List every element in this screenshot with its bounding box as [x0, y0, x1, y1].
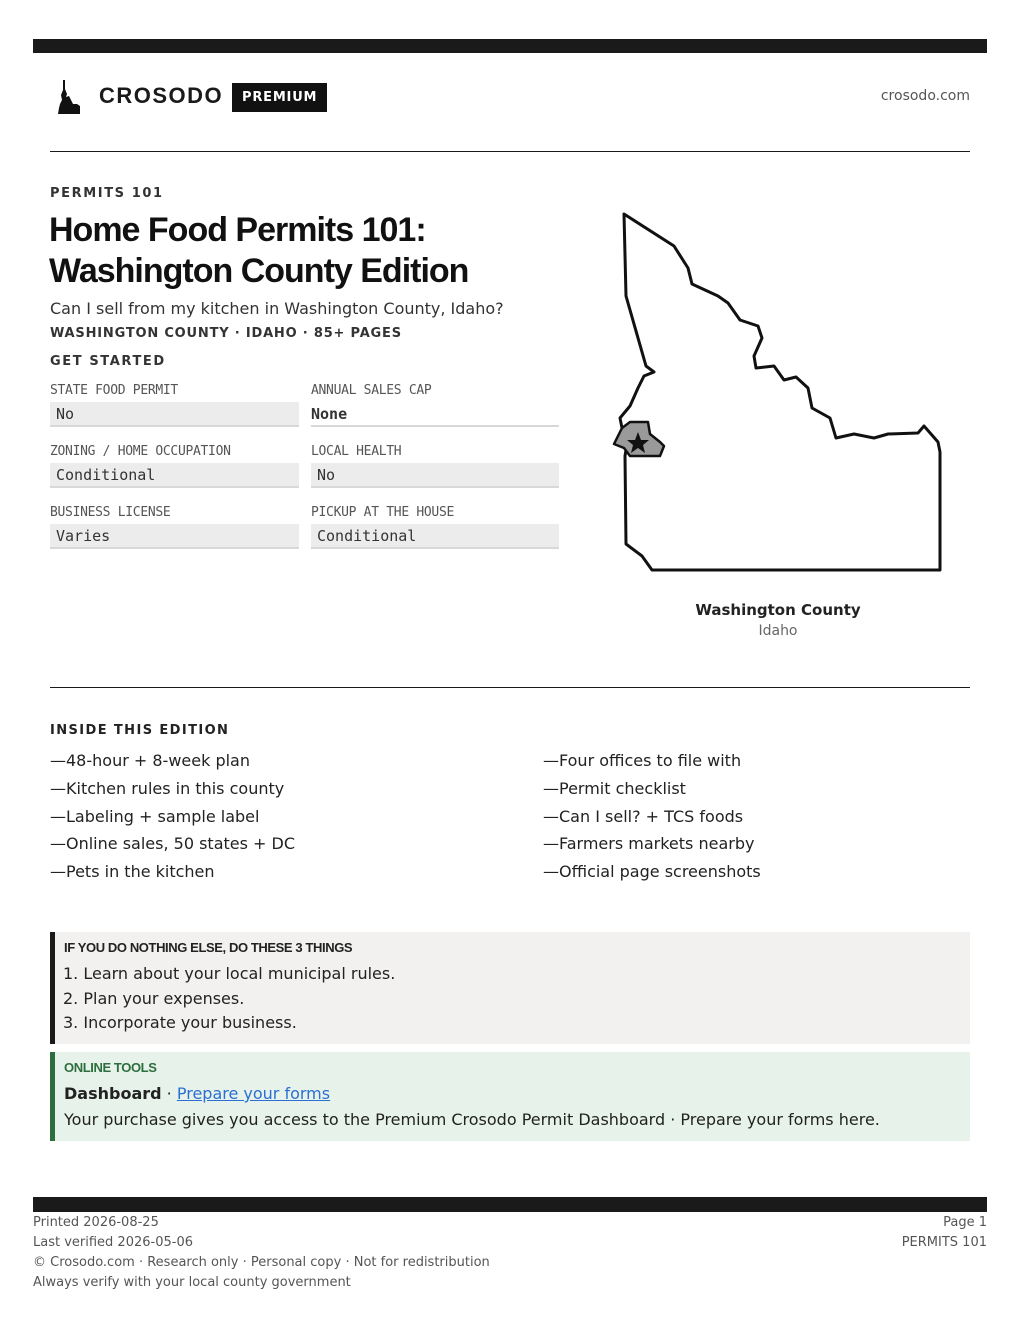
copyright: © Crosodo.com · Research only · Personal copy · Not for redistribution [33, 1255, 490, 1270]
site-url[interactable]: crosodo.com [880, 88, 970, 104]
idaho-logo-icon [58, 80, 82, 114]
list-item: 1. Learn about your local municipal rules. [63, 964, 396, 983]
footer-left [33, 1213, 490, 1293]
bottom-bar [33, 1197, 987, 1212]
idaho-map [608, 206, 948, 578]
fact-value: No [50, 402, 299, 427]
fact-value: None [311, 402, 559, 427]
verified-date: Last verified 2026-05-06 [33, 1235, 193, 1250]
fact-value: Conditional [50, 463, 299, 488]
top-bar [33, 39, 987, 53]
fact-local-health [311, 443, 559, 504]
header-divider [50, 151, 970, 152]
fact-label: ZONING / HOME OCCUPATION [50, 444, 231, 459]
verify-note: Always verify with your local county government [33, 1275, 351, 1290]
inside-heading: INSIDE THIS EDITION [50, 723, 230, 738]
prepare-forms-link[interactable]: Prepare your forms [176, 1084, 331, 1103]
section-divider [50, 687, 970, 688]
fact-pickup [311, 504, 559, 565]
dashboard-label: Dashboard [64, 1084, 162, 1103]
page-title [49, 210, 589, 292]
page-number: Page 1 [943, 1215, 987, 1230]
list-item: —Online sales, 50 states + DC [50, 834, 296, 854]
fact-annual-sales-cap [311, 382, 559, 443]
list-item: 3. Incorporate your business. [63, 1013, 297, 1032]
premium-badge: PREMIUM [232, 83, 327, 112]
inside-list-right [543, 750, 963, 889]
idaho-state-outline [620, 214, 940, 570]
title-line-1: Home Food Permits 101: [49, 211, 426, 249]
fact-label: ANNUAL SALES CAP [311, 383, 432, 398]
list-item: —Four offices to file with [543, 751, 742, 770]
online-tools-heading: ONLINE TOOLS [64, 1060, 157, 1075]
list-item: 2. Plan your expenses. [63, 988, 245, 1008]
online-tools-callout [50, 1052, 970, 1141]
fact-zoning [50, 443, 299, 504]
separator: · [161, 1084, 177, 1103]
list-item: —Farmers markets nearby [543, 834, 755, 854]
list-item: —Can I sell? + TCS foods [543, 806, 744, 826]
must-do-callout [50, 932, 970, 1044]
footer-section: PERMITS 101 [901, 1235, 987, 1250]
footer-right [902, 1213, 987, 1253]
list-item: —Permit checklist [543, 778, 686, 798]
title-line-2: Washington County Edition [49, 252, 469, 290]
map-state-label: Idaho [758, 623, 798, 639]
list-item: —Official page screenshots [543, 862, 761, 881]
fact-state-food-permit [50, 382, 299, 443]
must-do-heading: IF YOU DO NOTHING ELSE, DO THESE 3 THINGS [64, 940, 353, 955]
printed-date: Printed 2026-08-25 [33, 1215, 159, 1230]
fact-label: LOCAL HEALTH [311, 444, 402, 459]
list-item: —Kitchen rules in this county [50, 778, 285, 798]
inside-list-left [50, 750, 470, 889]
online-tools-description: Your purchase gives you access to the Premium Crosodo Permit Dashboard · Prepare your forms here. [64, 1110, 880, 1129]
section-kicker: PERMITS 101 [50, 186, 164, 201]
header [50, 78, 970, 116]
dashboard-line [64, 1084, 330, 1103]
fact-value: Varies [50, 524, 299, 549]
list-item: —48-hour + 8-week plan [50, 751, 250, 770]
map-county-label: Washington County [695, 601, 861, 619]
fact-value: Conditional [311, 524, 559, 549]
fact-label: PICKUP AT THE HOUSE [311, 505, 455, 520]
list-item: —Pets in the kitchen [50, 862, 215, 881]
facts-grid [50, 382, 559, 565]
fact-business-license [50, 504, 299, 565]
must-do-list [63, 962, 395, 1036]
brand-name: CROSODO [99, 83, 224, 108]
edition-meta: WASHINGTON COUNTY · IDAHO · 85+ PAGES [50, 326, 402, 341]
fact-label: STATE FOOD PERMIT [50, 383, 178, 398]
fact-value: No [311, 463, 559, 488]
fact-label: BUSINESS LICENSE [50, 505, 171, 520]
get-started-heading: GET STARTED [50, 354, 166, 369]
subtitle: Can I sell from my kitchen in Washington County, Idaho? [50, 299, 504, 318]
list-item: —Labeling + sample label [50, 806, 260, 826]
